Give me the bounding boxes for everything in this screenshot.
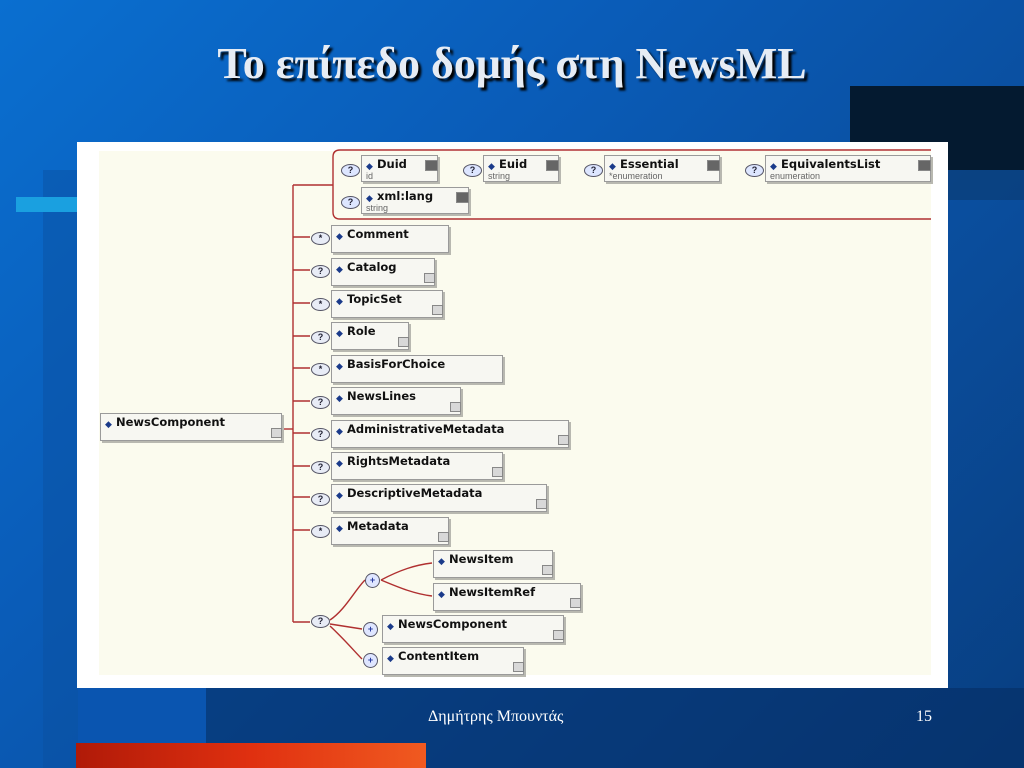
element-name: TopicSet bbox=[347, 292, 402, 306]
attribute-bullet-icon: ◆ bbox=[488, 161, 495, 171]
element-bullet-icon: ◆ bbox=[336, 523, 343, 533]
attribute-name: Euid bbox=[499, 157, 528, 171]
expand-icon[interactable] bbox=[513, 662, 524, 672]
element-name: RightsMetadata bbox=[347, 454, 451, 468]
occurrence-badge-icon: ? bbox=[311, 461, 330, 474]
element-name: NewsItem bbox=[449, 552, 514, 566]
nested-choice-badge-icon: + bbox=[365, 573, 380, 588]
collapse-icon[interactable] bbox=[456, 192, 469, 203]
occurrence-badge-icon: ? bbox=[311, 265, 330, 278]
decor-top-right-bar bbox=[948, 170, 1024, 200]
occurrence-badge-icon: ? bbox=[311, 331, 330, 344]
element-name: Metadata bbox=[347, 519, 409, 533]
attribute-duid[interactable] bbox=[361, 155, 438, 182]
collapse-icon[interactable] bbox=[425, 160, 438, 171]
attribute-name: Essential bbox=[620, 157, 679, 171]
attribute-type: id bbox=[366, 171, 374, 181]
decor-cyan-bar bbox=[16, 197, 78, 212]
attribute-type: enumeration bbox=[770, 171, 821, 181]
optional-badge-icon: ? bbox=[463, 164, 482, 177]
element-bullet-icon: ◆ bbox=[336, 264, 343, 274]
attribute-name: Duid bbox=[377, 157, 407, 171]
attribute-type: string bbox=[488, 171, 511, 181]
element-bullet-icon: ◆ bbox=[105, 419, 112, 429]
element-name: NewsComponent bbox=[398, 617, 508, 631]
collapse-icon[interactable] bbox=[546, 160, 559, 171]
decor-left-strip bbox=[43, 170, 78, 768]
element-catalog[interactable] bbox=[331, 258, 435, 286]
optional-badge-icon: ? bbox=[341, 164, 360, 177]
element-newsitemref[interactable] bbox=[433, 583, 581, 611]
expand-icon[interactable] bbox=[570, 598, 581, 608]
expand-icon[interactable] bbox=[424, 273, 435, 283]
element-name: AdministrativeMetadata bbox=[347, 422, 505, 436]
element-bullet-icon: ◆ bbox=[336, 490, 343, 500]
element-bullet-icon: ◆ bbox=[336, 296, 343, 306]
expand-icon[interactable] bbox=[553, 630, 564, 640]
decor-red-bar bbox=[76, 743, 426, 768]
element-bullet-icon: ◆ bbox=[336, 458, 343, 468]
expand-icon[interactable] bbox=[438, 532, 449, 542]
decor-bottom-left-block bbox=[78, 688, 206, 743]
slide-page-number: 15 bbox=[916, 708, 932, 725]
element-name: Comment bbox=[347, 227, 409, 241]
element-name: BasisForChoice bbox=[347, 357, 446, 371]
attribute-essential[interactable] bbox=[604, 155, 720, 182]
element-topicset[interactable] bbox=[331, 290, 443, 318]
element-name: ContentItem bbox=[398, 649, 480, 663]
collapse-icon[interactable] bbox=[918, 160, 931, 171]
element-contentitem[interactable] bbox=[382, 647, 524, 675]
attribute-bullet-icon: ◆ bbox=[366, 161, 373, 171]
element-bullet-icon: ◆ bbox=[387, 653, 394, 663]
attribute-name: xml:lang bbox=[377, 189, 434, 203]
element-newslines[interactable] bbox=[331, 387, 461, 415]
expand-icon[interactable] bbox=[271, 428, 282, 438]
attribute-bullet-icon: ◆ bbox=[609, 161, 616, 171]
expand-icon[interactable] bbox=[536, 499, 547, 509]
element-bullet-icon: ◆ bbox=[336, 393, 343, 403]
expand-icon[interactable] bbox=[432, 305, 443, 315]
expand-icon[interactable] bbox=[492, 467, 503, 477]
collapse-icon[interactable] bbox=[707, 160, 720, 171]
occurrence-badge-icon: * bbox=[311, 363, 330, 376]
optional-badge-icon: ? bbox=[745, 164, 764, 177]
attribute-xml-lang[interactable] bbox=[361, 187, 469, 214]
element-name: Role bbox=[347, 324, 376, 338]
element-administrativemetadata[interactable] bbox=[331, 420, 569, 448]
element-name: Catalog bbox=[347, 260, 397, 274]
optional-badge-icon: ? bbox=[584, 164, 603, 177]
element-name: DescriptiveMetadata bbox=[347, 486, 483, 500]
element-basisforchoice[interactable] bbox=[331, 355, 503, 383]
element-bullet-icon: ◆ bbox=[336, 361, 343, 371]
element-role[interactable] bbox=[331, 322, 409, 350]
occurrence-badge-icon: * bbox=[311, 298, 330, 311]
attribute-equivalentslist[interactable] bbox=[765, 155, 931, 182]
element-name: NewsLines bbox=[347, 389, 416, 403]
expand-icon[interactable] bbox=[542, 565, 553, 575]
element-metadata[interactable] bbox=[331, 517, 449, 545]
occurrence-badge-icon: ? bbox=[311, 396, 330, 409]
element-bullet-icon: ◆ bbox=[336, 426, 343, 436]
element-newsitem[interactable] bbox=[433, 550, 553, 578]
expand-icon[interactable] bbox=[558, 435, 569, 445]
attribute-type: *enumeration bbox=[609, 171, 663, 181]
element-newscomponent-child[interactable] bbox=[382, 615, 564, 643]
occurrence-badge-icon: * bbox=[311, 232, 330, 245]
expand-icon[interactable] bbox=[398, 337, 409, 347]
element-bullet-icon: ◆ bbox=[438, 556, 445, 566]
attribute-bullet-icon: ◆ bbox=[366, 193, 373, 203]
root-element-box[interactable] bbox=[100, 413, 282, 441]
occurrence-badge-icon: * bbox=[311, 525, 330, 538]
slide-title: Το επίπεδο δομής στη NewsML bbox=[217, 39, 807, 88]
element-rightsmetadata[interactable] bbox=[331, 452, 503, 480]
choice-occurrence-badge-icon: ? bbox=[311, 615, 330, 628]
occurrence-badge-icon: ? bbox=[311, 428, 330, 441]
element-bullet-icon: ◆ bbox=[336, 231, 343, 241]
element-name: NewsItemRef bbox=[449, 585, 536, 599]
root-element-name: NewsComponent bbox=[116, 415, 226, 429]
element-descriptivemetadata[interactable] bbox=[331, 484, 547, 512]
attribute-euid[interactable] bbox=[483, 155, 559, 182]
element-comment[interactable] bbox=[331, 225, 449, 253]
slide-footer-author: Δημήτρης Μπουντάς bbox=[428, 708, 564, 725]
expand-icon[interactable] bbox=[450, 402, 461, 412]
optional-badge-icon: ? bbox=[341, 196, 360, 209]
attribute-bullet-icon: ◆ bbox=[770, 161, 777, 171]
element-bullet-icon: ◆ bbox=[387, 621, 394, 631]
element-bullet-icon: ◆ bbox=[438, 589, 445, 599]
attribute-type: string bbox=[366, 203, 389, 213]
element-bullet-icon: ◆ bbox=[336, 328, 343, 338]
occurrence-badge-icon: + bbox=[363, 653, 378, 668]
occurrence-badge-icon: + bbox=[363, 622, 378, 637]
occurrence-badge-icon: ? bbox=[311, 493, 330, 506]
attribute-name: EquivalentsList bbox=[781, 157, 881, 171]
